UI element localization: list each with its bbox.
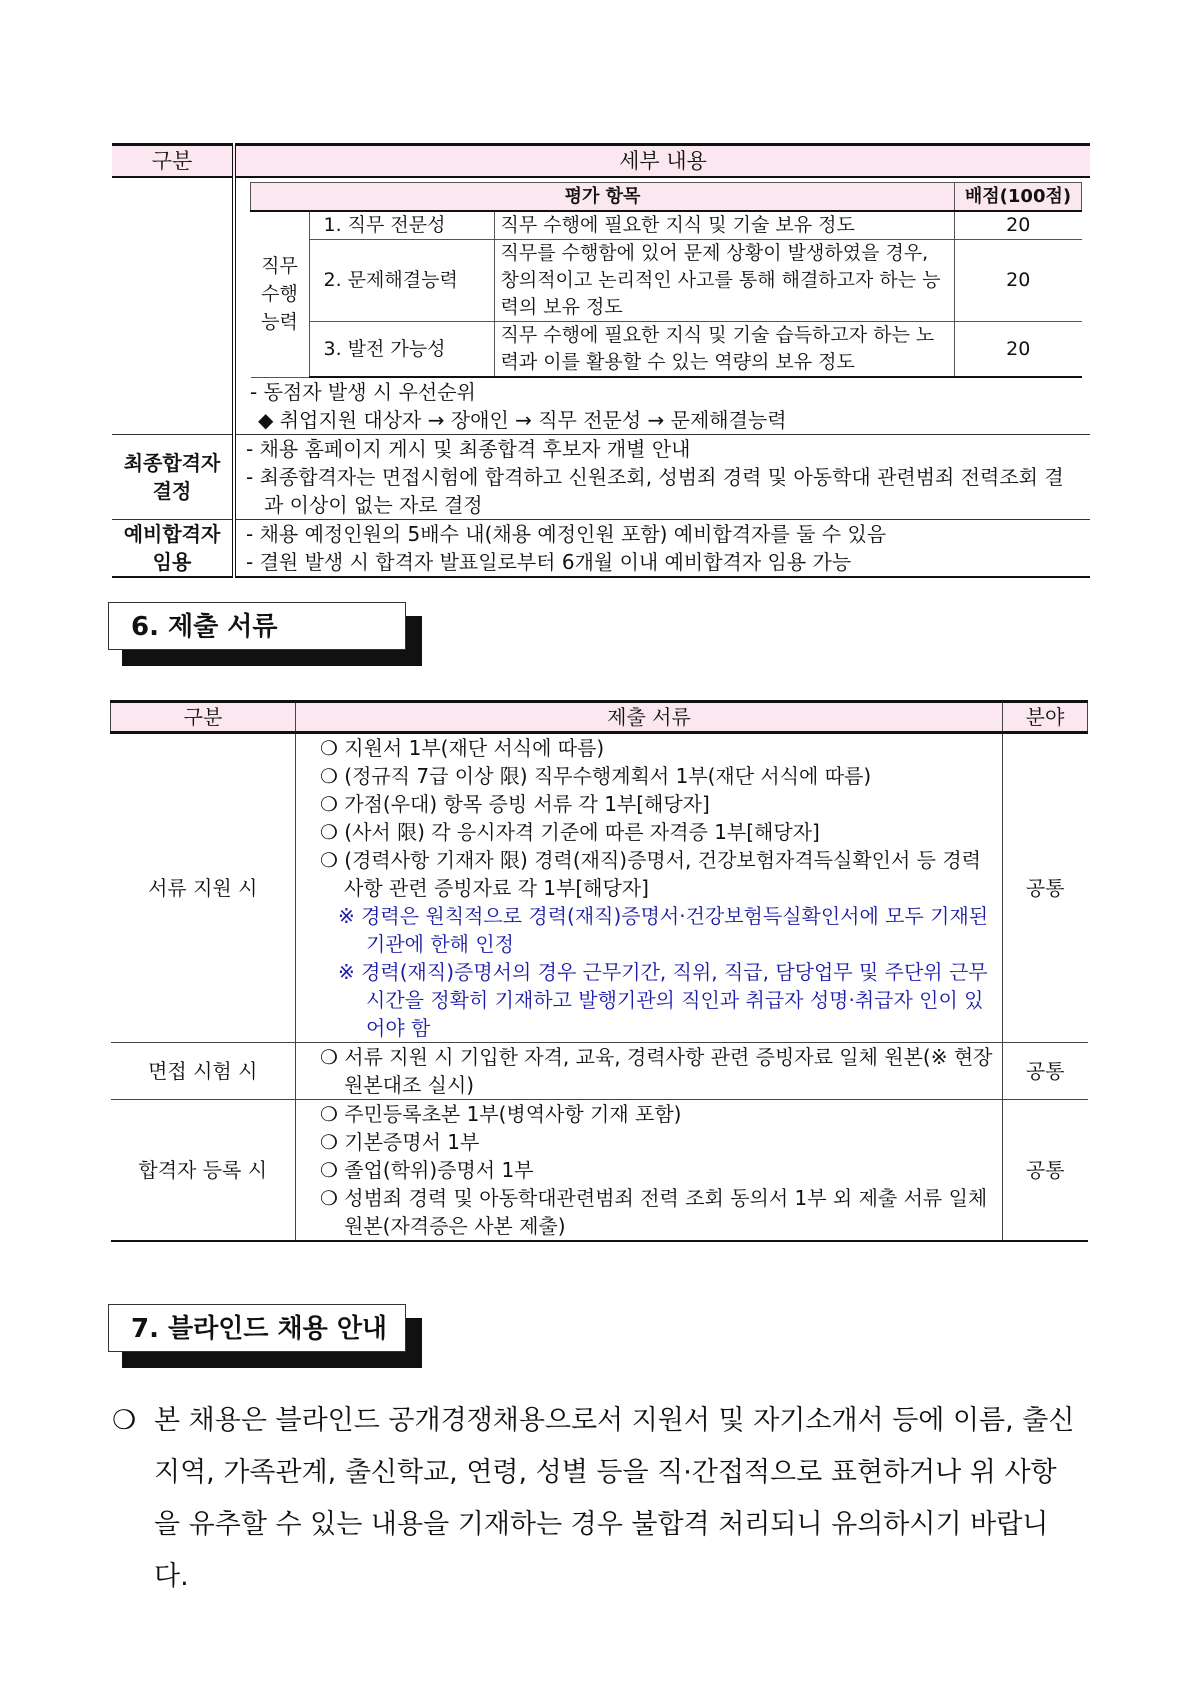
section-6-title: 6. 제출 서류 [108, 602, 406, 650]
eval-item-desc: 직무 수행에 필요한 지식 및 기술 습득하고자 하는 노력과 이를 활용할 수 있는 역량의 보유 정도 [494, 322, 955, 378]
blind-notice [112, 1395, 1082, 1603]
evaluation-table [112, 143, 1090, 578]
circle-bullet-icon: ❍ [112, 1405, 137, 1436]
reserve-line: - 채용 예정인원의 5배수 내(채용 예정인원 포함) 예비합격자를 둘 수 있음 [246, 522, 887, 546]
eval-item-desc: 직무 수행에 필요한 지식 및 기술 보유 정도 [494, 211, 955, 240]
eval-item-score: 20 [955, 240, 1082, 322]
doc-item: ❍ 성범죄 경력 및 아동학대관련범죄 전력 조회 동의서 1부 외 제출 서류 일체 원본(자격증은 사본 제출) [320, 1186, 988, 1238]
doc-note: ※ 경력은 원칙적으로 경력(재직)증명서·건강보험득실확인서에 모두 기재된 기관에 한해 인정 [338, 904, 989, 956]
reserve-line: - 결원 발생 시 합격자 발표일로부터 6개월 이내 예비합격자 임용 가능 [246, 550, 852, 574]
eval-item-name: 2. 문제해결능력 [309, 240, 494, 322]
row-field: 공통 [1003, 733, 1088, 1043]
final-label: 최종합격자 결정 [112, 435, 234, 520]
row-label: 합격자 등록 시 [111, 1100, 296, 1242]
doc-item: ❍ 서류 지원 시 기입한 자격, 교육, 경력사항 관련 증빙자료 일체 원본(※ 현장 원본대조 실시) [320, 1045, 993, 1097]
eval-item-desc: 직무를 수행함에 있어 문제 상황이 발생하였을 경우, 창의적이고 논리적인 사고를 통해 해결하고자 하는 능력의 보유 정도 [494, 240, 955, 322]
final-line: - 최종합격자는 면접시험에 합격하고 신원조회, 성범죄 경력 및 아동학대 관련범죄 전력조회 결과 이상이 없는 자로 결정 [246, 465, 1064, 517]
doc-item: ❍ 졸업(학위)증명서 1부 [320, 1158, 534, 1182]
section-7-title: 7. 블라인드 채용 안내 [108, 1304, 406, 1352]
tie-title: - 동점자 발생 시 우선순위 [250, 380, 476, 404]
doc-item: ❍ 기본증명서 1부 [320, 1130, 480, 1154]
section-7-header [108, 1304, 408, 1354]
doc-item: ❍ 지원서 1부(재단 서식에 따름) [320, 736, 605, 760]
header-detail: 세부 내용 [234, 145, 1090, 178]
row-field: 공통 [1003, 1043, 1088, 1100]
eval-group-label: 직무 수행 능력 [251, 211, 310, 377]
row-label: 면접 시험 시 [111, 1043, 296, 1100]
doc-note: ※ 경력(재직)증명서의 경우 근무기간, 직위, 직급, 담당업무 및 주단위 근무시간을 정확히 기재하고 발행기관의 직인과 취급자 성명·취급자 인이 있어야 함 [338, 960, 988, 1040]
section-6-header [108, 602, 408, 652]
header-documents: 제출 서류 [296, 702, 1003, 733]
eval-item-header: 평가 항목 [251, 183, 955, 212]
doc-item: ❍ (경력사항 기재자 限) 경력(재직)증명서, 건강보험자격득실확인서 등 경력사항 관련 증빙자료 각 1부[해당자] [320, 848, 981, 900]
header-category: 구분 [112, 145, 234, 178]
row-label: 서류 지원 시 [111, 733, 296, 1043]
doc-item: ❍ (정규직 7급 이상 限) 직무수행계획서 1부(재단 서식에 따름) [320, 764, 872, 788]
doc-item: ❍ (사서 限) 각 응시자격 기준에 따른 자격증 1부[해당자] [320, 820, 820, 844]
final-line: - 채용 홈페이지 게시 및 최종합격 후보자 개별 안내 [246, 437, 691, 461]
documents-table [110, 700, 1088, 1242]
tie-order: ◆ 취업지원 대상자 → 장애인 → 직무 전문성 → 문제해결능력 [258, 408, 787, 432]
reserve-label: 예비합격자 임용 [112, 520, 234, 578]
eval-score-header: 배점(100점) [955, 183, 1082, 212]
doc-item: ❍ 주민등록초본 1부(병역사항 기재 포함) [320, 1102, 682, 1126]
header-category: 구분 [111, 702, 296, 733]
doc-item: ❍ 가점(우대) 항목 증빙 서류 각 1부[해당자] [320, 792, 710, 816]
eval-item-score: 20 [955, 322, 1082, 378]
row-field: 공통 [1003, 1100, 1088, 1242]
blind-notice-text: 본 채용은 블라인드 공개경쟁채용으로서 지원서 및 자기소개서 등에 이름, 출신지역, 가족관계, 출신학교, 연령, 성별 등을 직·간접적으로 표현하거나 위 사항을 유추할 수 있는 내용을 기재하는 경우 불합격 처리되니 유의하시기 바랍니다. [154, 1405, 1075, 1592]
header-field: 분야 [1003, 702, 1088, 733]
eval-item-name: 3. 발전 가능성 [309, 322, 494, 378]
eval-item-name: 1. 직무 전문성 [309, 211, 494, 240]
eval-items-table [250, 182, 1082, 378]
eval-item-score: 20 [955, 211, 1082, 240]
